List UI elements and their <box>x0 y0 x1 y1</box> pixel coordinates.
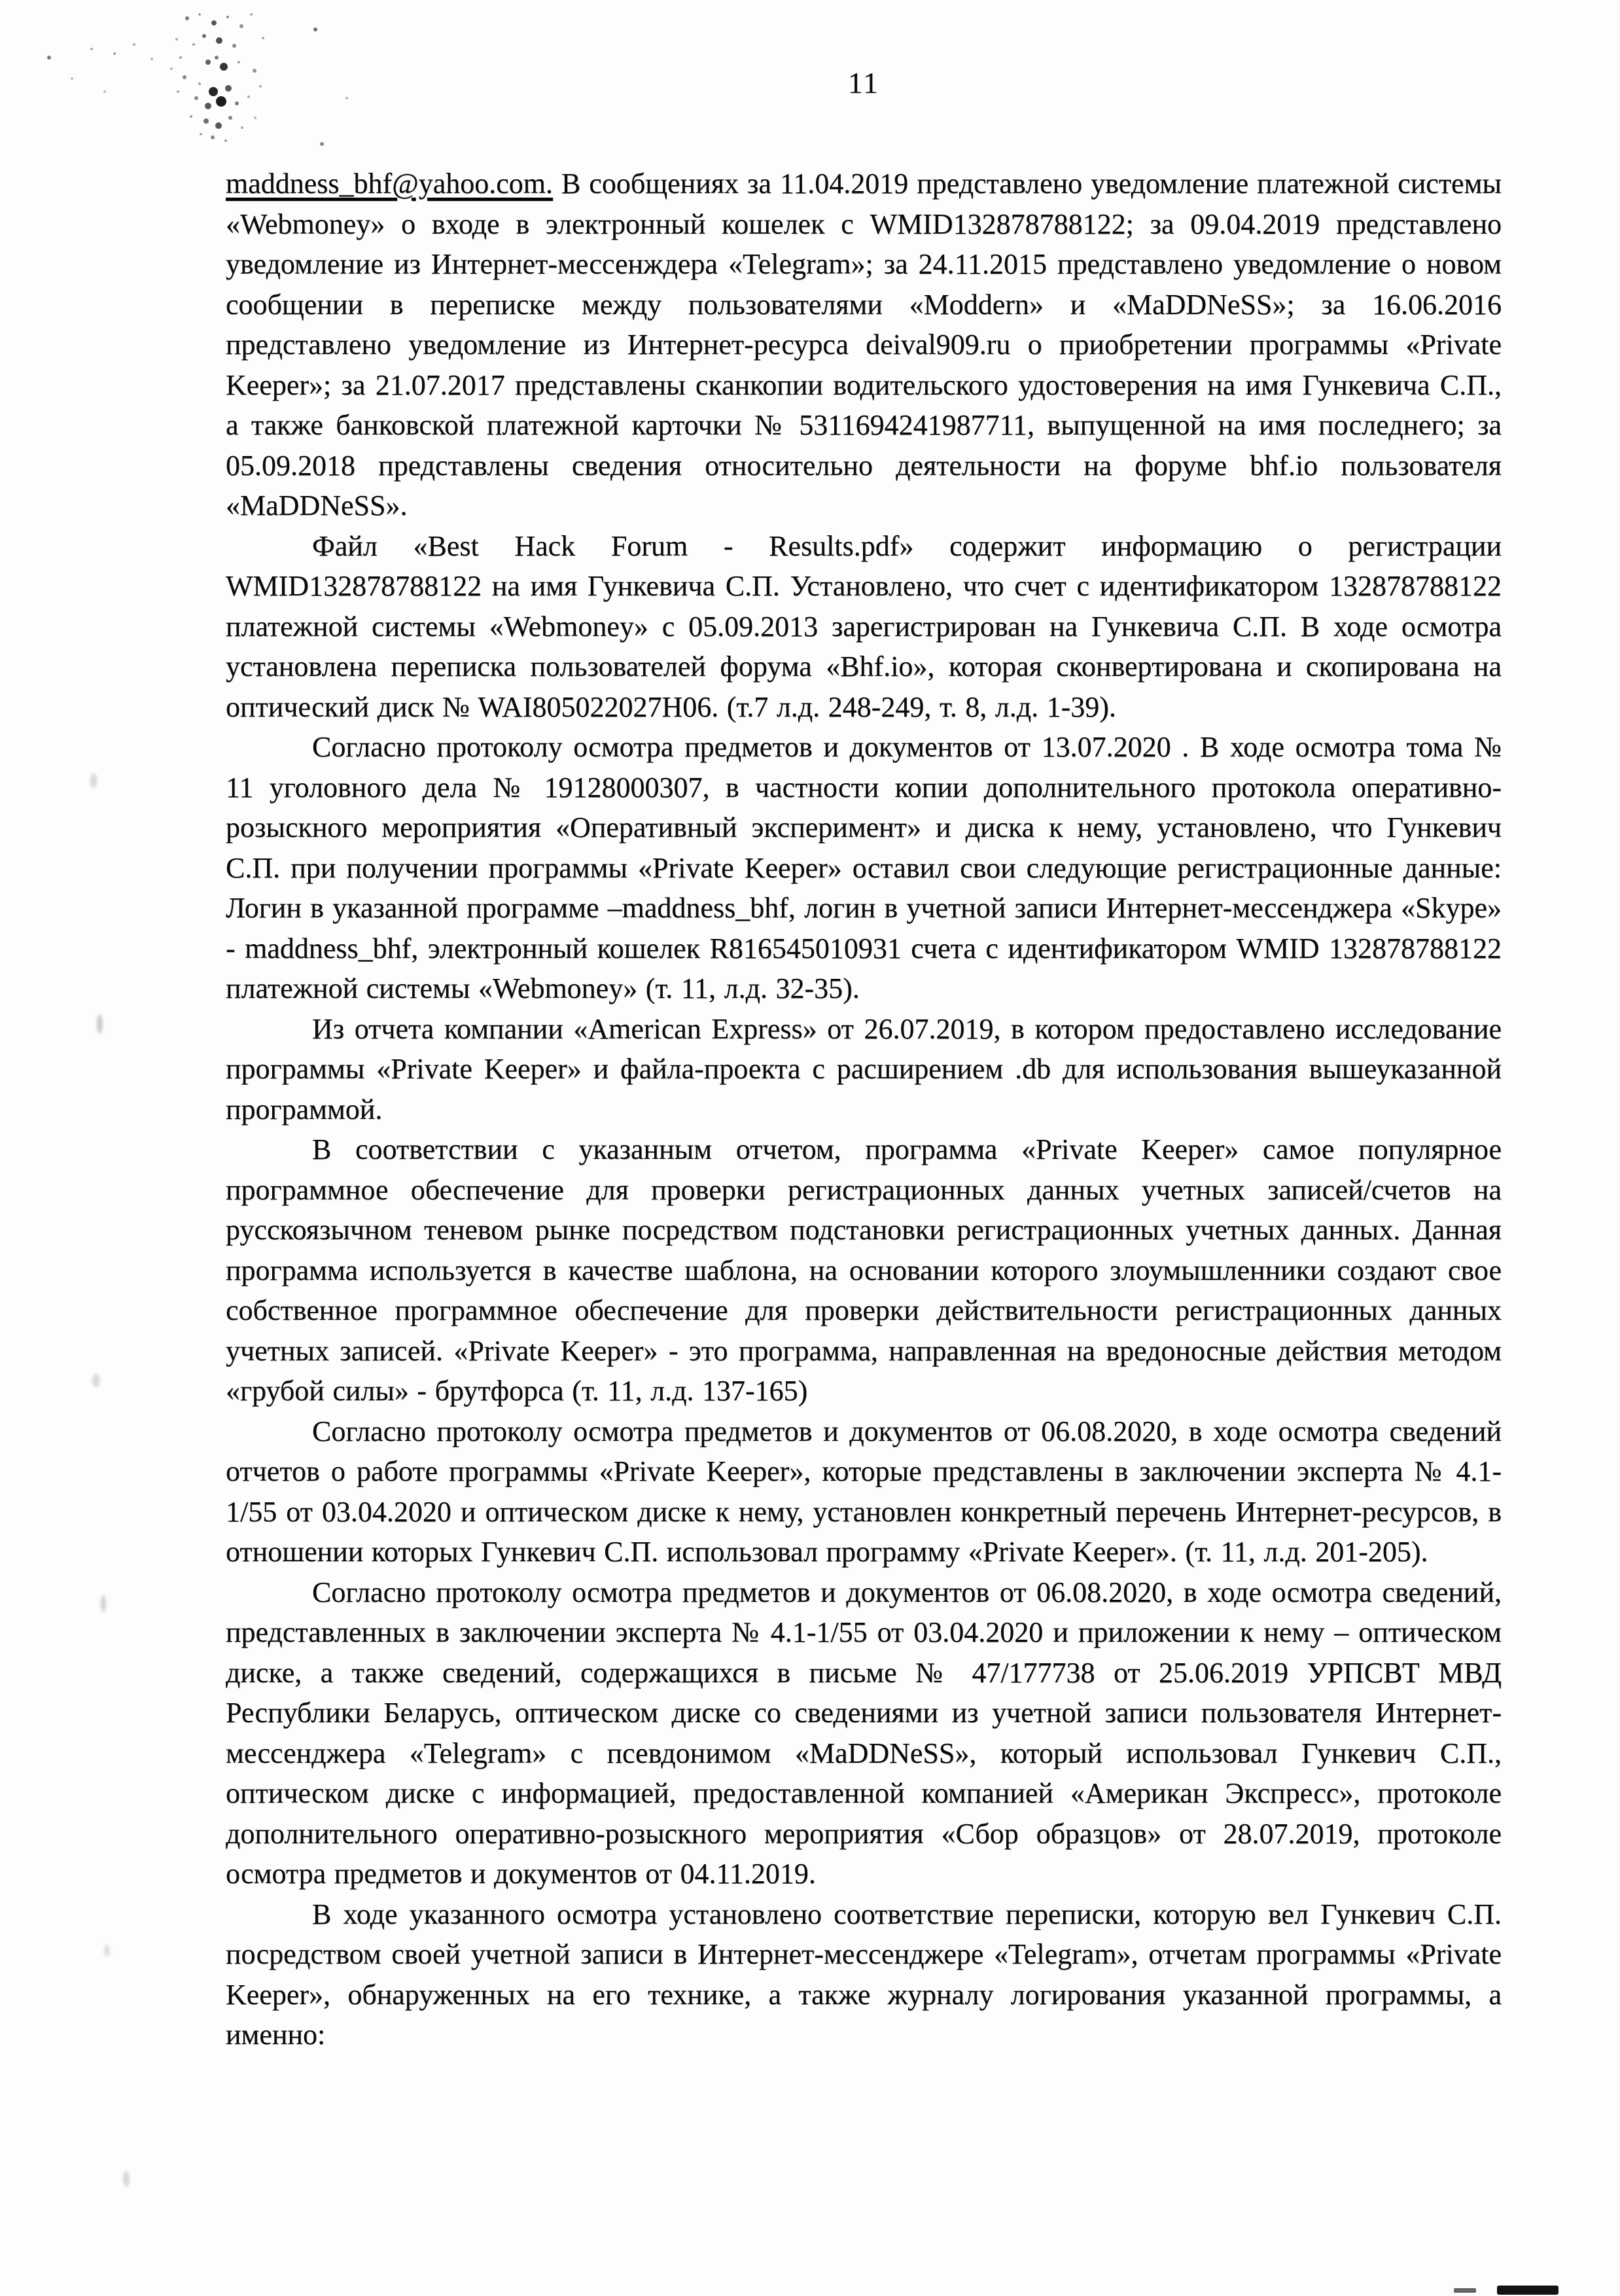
scan-mark-bottom-right <box>1497 2286 1558 2295</box>
paragraph-text: Согласно протоколу осмотра предметов и документов от 06.08.2020, в ходе осмотра сведений отчетов о работе программы «Private Keeper», которые представлены в заключении эксперта № 4.1-1/55 от 03.04.2020 и оптическом диске к нему, установлен конкретный перечень Интернет-ресурсов, в отношении которых Гункевич С.П. использовал программу «Private Keeper». (т. 11, л.д. 201-205). <box>226 1415 1502 1568</box>
body-paragraph-7 <box>226 1572 1502 1894</box>
paragraph-text: Согласно протоколу осмотра предметов и документов от 06.08.2020, в ходе осмотра сведений, представленных в заключении эксперта № 4.1-1/55 от 03.04.2020 и приложении к нему – оптическом диске, а также сведений, содержащихся в письме № 47/177738 от 25.06.2019 УРПСВТ МВД Республики Беларусь, оптическом диске со сведениями из учетной записи пользователя Интернет-мессенджера «Telegram» с псевдонимом «MaDDNeSS», который использовал Гункевич С.П., оптическом диске с информацией, предоставленной компанией «Американ Экспресс», протоколе дополнительного оперативно-розыскного мероприятия «Сбор образцов» от 28.07.2019, протоколе осмотра предметов и документов от 04.11.2019. <box>226 1576 1502 1890</box>
body-paragraph-6 <box>226 1411 1502 1572</box>
body-paragraph-8 <box>226 1894 1502 2055</box>
paragraph-text: Из отчета компании «American Express» от 26.07.2019, в котором предоставлено исследование программы «Private Keeper» и файла-проекта с расширением .db для использования вышеуказанной программой. <box>226 1012 1502 1125</box>
paragraph-text: Файл «Best Hack Forum - Results.pdf» содержит информацию о регистрации WMID132878788122 на имя Гункевича С.П. Установлено, что счет с идентификатором 132878788122 платежной системы «Webmoney» с 05.09.2013 зарегистрирован на Гункевича С.П. В ходе осмотра установлена переписка пользователей форума «Bhf.io», которая сконвертирована и скопирована на оптический диск № WAI805022027H06. (т.7 л.д. 248-249, т. 8, л.д. 1-39). <box>226 529 1502 723</box>
left-margin-smudge <box>123 2171 130 2187</box>
document-body <box>226 164 1502 2055</box>
body-paragraph-2 <box>226 526 1502 728</box>
paragraph-text: В сообщениях за 11.04.2019 представлено уведомление платежной системы «Webmoney» о входе в электронный кошелек с WMID132878788122; за 09.04.2019 представлено уведомление из Интернет-мессенждера «Telegram»; за 24.11.2015 представлено уведомление о новом сообщении в переписке между пользователями «Moddern» и «MaDDNeSS»; за 16.06.2016 представлено уведомление из Интернет-ресурса deival909.ru о приобретении программы «Private Keeper»; за 21.07.2017 представлены сканкопии водительского удостоверения на имя Гункевича С.П., а также банковской платежной карточки № 5311694241987711, выпущенной на имя последнего; за 05.09.2018 представлены сведения относительно деятельности на форуме bhf.io пользователя «MaDDNeSS». <box>226 168 1502 521</box>
paragraph-text: Согласно протоколу осмотра предметов и документов от 13.07.2020 . В ходе осмотра тома № 11 уголовного дела № 19128000307, в частности копии дополнительного протокола оперативно-розыскного мероприятия «Оперативный эксперимент» и диска к нему, установлено, что Гункевич С.П. при получении программы «Private Keeper» оставил свои следующие регистрационные данные: Логин в указанной программе –maddness_bhf, логин в учетной записи Интернет-мессенджера «Skype» - maddness_bhf, электронный кошелек R816545010931 счета с идентификатором WMID 132878788122 платежной системы «Webmoney» (т. 11, л.д. 32-35). <box>226 731 1502 1004</box>
underlined-email-text: maddness_bhf@yahoo.com. <box>226 168 553 200</box>
left-margin-smudge <box>92 1374 100 1387</box>
body-paragraph-4 <box>226 1009 1502 1130</box>
left-margin-smudge <box>101 1595 106 1612</box>
body-paragraph-3 <box>226 727 1502 1009</box>
paragraph-text: В соответствии с указанным отчетом, программа «Private Keeper» самое популярное программное обеспечение для проверки регистрационных данных учетных записей/счетов на русскоязычном теневом рынке посредством подстановки регистрационных учетных данных. Данная программа используется в качестве шаблона, на основании которого злоумышленники создают свое собственное программное обеспечение для проверки действительности регистрационных данных учетных записей. «Private Keeper» - это программа, направленная на вредоносные действия методом «грубой силы» - брутфорса (т. 11, л.д. 137-165) <box>226 1133 1502 1407</box>
paragraph-text: В ходе указанного осмотра установлено соответствие переписки, которую вел Гункевич С.П. посредством своей учетной записи в Интернет-мессенджере «Telegram», отчетам программы «Private Keeper», обнаруженных на его технике, а также журналу логирования указанной программы, а именно: <box>226 1898 1502 2051</box>
page-number: 11 <box>847 66 880 99</box>
body-paragraph-5 <box>226 1129 1502 1411</box>
left-margin-smudge <box>97 1014 103 1034</box>
body-paragraph-1 <box>226 164 1502 526</box>
left-margin-smudge <box>90 773 97 788</box>
left-margin-smudge <box>104 1945 110 1956</box>
scan-mark-bottom-right <box>1454 2288 1476 2293</box>
